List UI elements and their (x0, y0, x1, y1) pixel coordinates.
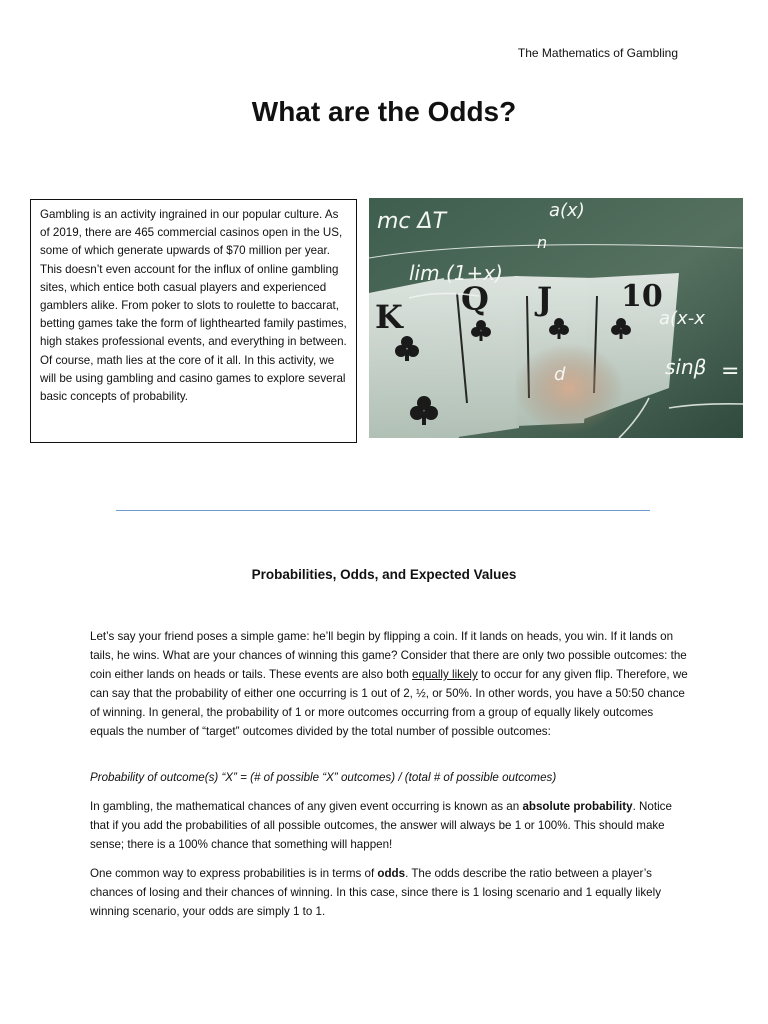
chalk-text-lim: lim (1+x) (409, 261, 503, 285)
intro-text-box: Gambling is an activity ingrained in our popular culture. As of 2019, there are 465 commercial casinos open in the US, some of which generate upwards of $70 million per year. This doesn’t even account for the influx of online gambling sites, which entice both casual players and experienced gamblers alike. From poker to slots to roulette to baccarat, betting games take the form of lighthearted family pastimes, high stakes professional events, and everything in between. Of course, math lies at the core of it all. In this activity, we will be using gambling and casino games to explore several basic concepts of probability. (30, 199, 357, 443)
chalk-text-eq: = (721, 359, 740, 384)
p2-text-a: In gambling, the mathematical chances of any given event occurring is known as an (90, 800, 523, 813)
hero-image (369, 198, 743, 438)
p1-text-a: Let’s say your friend poses a simple game: he’ll begin by flipping a coin. If it lands on heads, you win. If it lands on tails, he wins. What are your chances of winning this game? Consider that there are only two possible outcomes: the coin either lands on heads or tails. These events are also both (90, 630, 687, 681)
running-header: The Mathematics of Gambling (517, 46, 678, 60)
section-heading: Probabilities, Odds, and Expected Values (251, 567, 517, 582)
section-divider (116, 510, 650, 511)
p3-text-a: One common way to express probabilities is in terms of (90, 867, 378, 880)
chalk-text-ax: a(x-x (659, 308, 705, 329)
card-q-label: Q (461, 280, 489, 318)
hand-shape (514, 343, 624, 433)
term-absolute-probability: absolute probability (522, 800, 633, 813)
chalk-text-sin: sinβ (665, 355, 707, 379)
term-equally-likely: equally likely (412, 668, 478, 681)
p2-text-b: . Notice that if you add the probabilities of all possible outcomes, the answer will always be 1 or 100%. This should make sense; there is a 100% chance that something will happen! (90, 800, 672, 851)
card-10-label: 10 (621, 279, 663, 314)
page-title: What are the Odds? (251, 96, 517, 127)
chalk-text-d: d (554, 364, 566, 385)
p1-text-b: to occur for any given flip. Therefore, we can say that the probability of either one occurring is 1 out of 2, ½, or 50%. In other words, you have a 50:50 chance of winning. In general, the probability of 1 or more outcomes occurring from a group of equally likely outcomes equals the number of “target” outcomes divided by the total number of possible outcomes: (90, 668, 688, 738)
chalk-text-mc: mc ΔT (377, 209, 447, 234)
card-k-label: K (375, 298, 403, 336)
paragraph-odds (90, 864, 690, 921)
term-odds: odds (377, 867, 406, 880)
p3-text-b: . The odds describe the ratio between a player’s chances of losing and their chances of winning. In this case, since there is 1 losing scenario and 1 equally likely winning scenario, your odds are simply 1 to 1. (90, 867, 661, 918)
paragraph-absolute-probability (90, 797, 690, 854)
paragraph-coin-flip (90, 627, 690, 741)
card-j-label: J (537, 280, 553, 318)
probability-formula: Probability of outcome(s) “X” = (# of possible “X” outcomes) / (total # of possible outcomes) (90, 771, 557, 784)
chalk-text-n: n (537, 233, 548, 252)
chalk-text-a: a(x) (549, 200, 585, 221)
